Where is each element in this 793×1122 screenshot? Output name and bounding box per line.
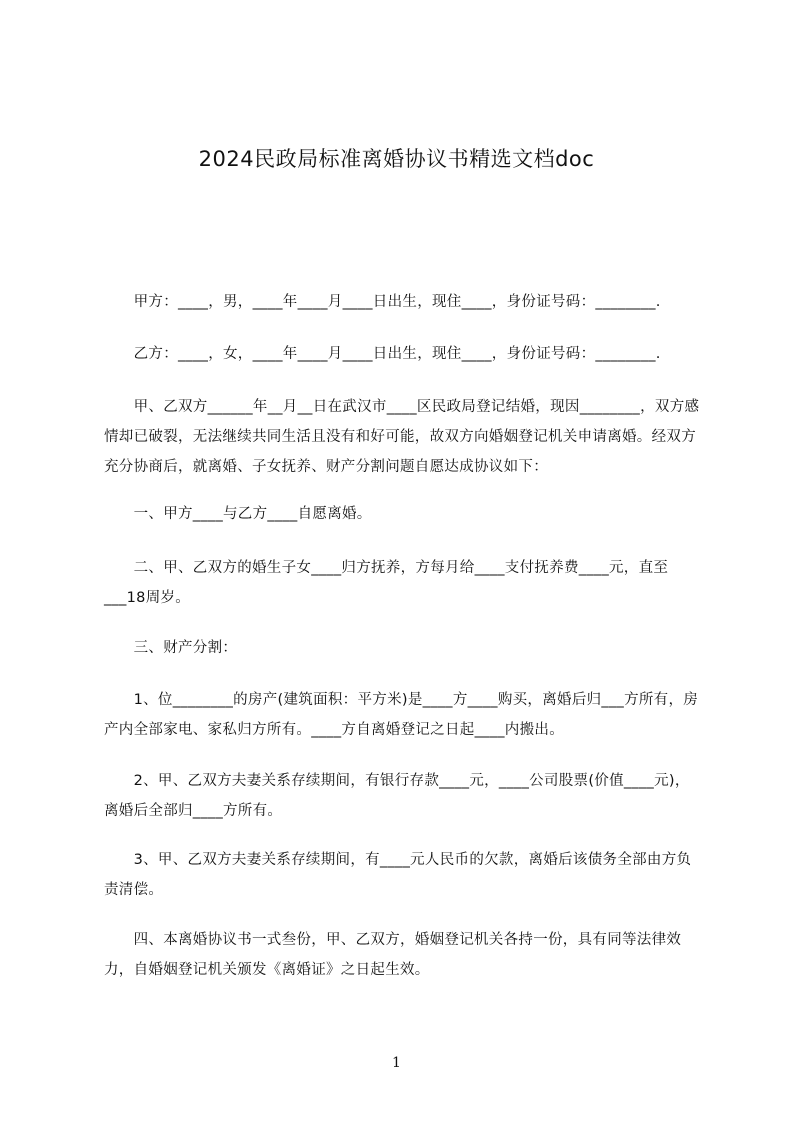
property-item-3: 3、甲、乙双方夫妻关系存续期间，有____元人民币的欠款，离婚后该债务全部由方负责清偿。 [104, 852, 692, 898]
clause-2: 二、甲、乙双方的婚生子女____归方抚养，方每月给____支付抚养费____元，直至___18周岁。 [104, 560, 669, 606]
page-number: 1 [392, 1055, 401, 1071]
party-b-info: 乙方：____，女，____年____月____日出生，现住____，身份证号码：________. [104, 346, 661, 362]
clause-3-heading: 三、财产分割： [104, 640, 238, 656]
clause-1: 一、甲方____与乙方____自愿离婚。 [104, 506, 372, 522]
property-item-1: 1、位________的房产(建筑面积：平方米)是____方____购买，离婚后归___方所有，房产内全部家电、家私归方所有。____方自离婚登记之日起____内搬出。 [104, 692, 699, 738]
party-a-info: 甲方：____，男，____年____月____日出生，现住____，身份证号码：________. [104, 294, 661, 310]
property-item-2: 2、甲、乙双方夫妻关系存续期间，有银行存款____元，____公司股票(价值____元)，离婚后全部归____方所有。 [104, 773, 690, 819]
clause-4: 四、本离婚协议书一式叁份，甲、乙双方，婚姻登记机关各持一份，具有同等法律效力，自婚姻登记机关颁发《离婚证》之日起生效。 [104, 932, 682, 978]
document-title: 2024民政局标准离婚协议书精选文档doc [198, 147, 595, 171]
marriage-background: 甲、乙双方______年__月__日在武汉市____区民政局登记结婚，现因________，双方感情却已破裂，无法继续共同生活且没有和好可能，故双方向婚姻登记机关申请离婚。经双方充分协商后，就离婚、子女抚养、财产分割问题自愿达成协议如下： [104, 399, 700, 475]
